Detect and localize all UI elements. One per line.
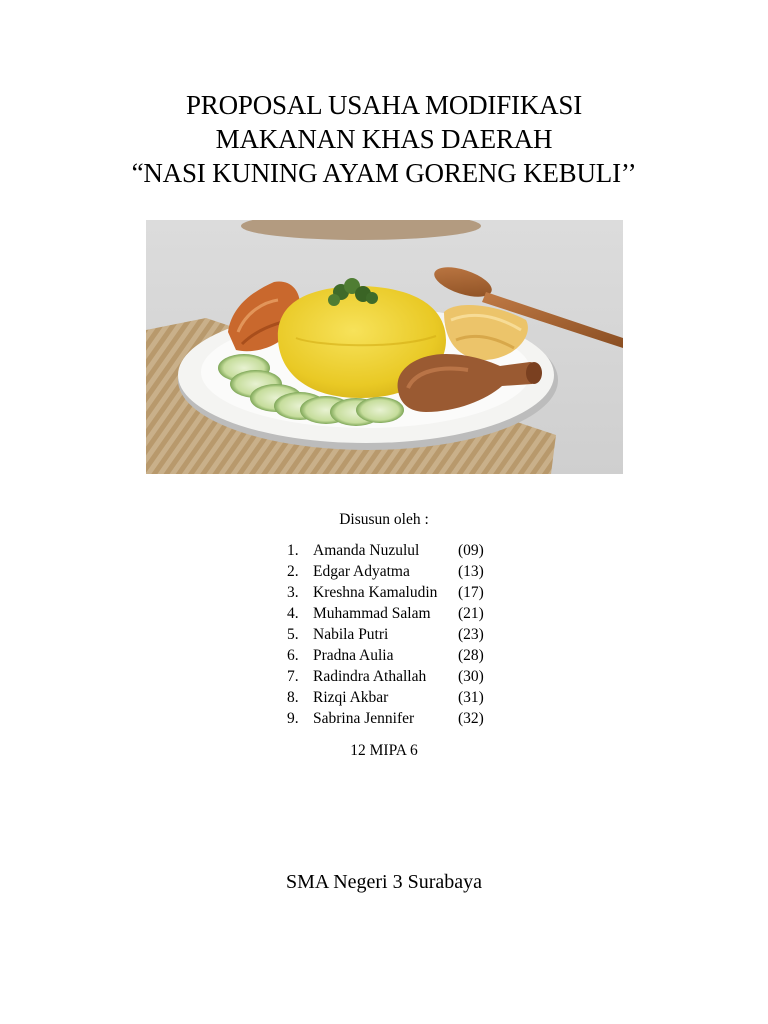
member-number: 8.: [287, 689, 299, 706]
member-name: Muhammad Salam: [313, 605, 431, 622]
byline: Disusun oleh :: [339, 511, 429, 528]
member-name: Edgar Adyatma: [313, 563, 410, 580]
class-name: 12 MIPA 6: [350, 742, 418, 759]
member-number: 2.: [287, 563, 299, 580]
member-number: 5.: [287, 626, 299, 643]
member-name: Radindra Athallah: [313, 668, 427, 685]
member-code: (17): [458, 584, 484, 601]
member-number: 1.: [287, 542, 299, 559]
title-line-3: “NASI KUNING AYAM GORENG KEBULI’’: [131, 158, 637, 188]
member-number: 9.: [287, 710, 299, 727]
member-name: Sabrina Jennifer: [313, 710, 415, 727]
member-code: (21): [458, 605, 484, 622]
member-name: Nabila Putri: [313, 626, 389, 643]
member-code: (31): [458, 689, 484, 706]
member-name: Kreshna Kamaludin: [313, 584, 438, 601]
document-title: [0, 88, 768, 190]
member-number: 4.: [287, 605, 299, 622]
member-number: 7.: [287, 668, 299, 685]
member-code: (23): [458, 626, 484, 643]
food-photo: [146, 220, 623, 474]
member-name: Rizqi Akbar: [313, 689, 389, 706]
member-name: Pradna Aulia: [313, 647, 394, 664]
school-name: SMA Negeri 3 Surabaya: [285, 871, 483, 893]
member-number: 3.: [287, 584, 299, 601]
member-code: (09): [458, 542, 484, 559]
member-code: (30): [458, 668, 484, 685]
member-code: (28): [458, 647, 484, 664]
title-line-2: MAKANAN KHAS DAERAH: [215, 124, 553, 154]
title-line-1: PROPOSAL USAHA MODIFIKASI: [185, 90, 583, 120]
member-number: 6.: [287, 647, 299, 664]
member-name: Amanda Nuzulul: [313, 542, 420, 559]
member-code: (13): [458, 563, 484, 580]
member-code: (32): [458, 710, 484, 727]
